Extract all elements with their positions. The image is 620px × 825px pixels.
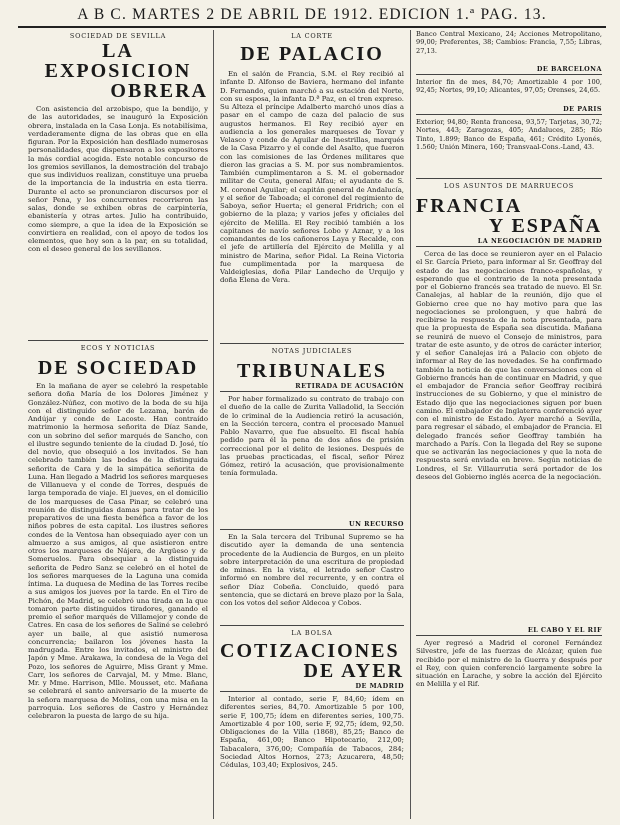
- market-text: Banco Central Mexicano, 24; Acciones Metropolitano, 99,00; Preferentes, 38; Cambios: Francia, 7,55; Libras, 27,13.: [416, 30, 602, 55]
- headline-francia: FRANCIA: [416, 195, 523, 217]
- market-text: Exterior, 94,80; Renta francesa, 93,57; Tarjetas, 30,72; Nortes, 443; Zaragozas, 405; Andaluces, 285; Río Tinto, 1.899; Banco de España, 461; Crédito Lyonés, 1.560; Unión Minera, 160; Transvaal-Cons.-Land, 43.: [416, 118, 602, 151]
- subhead: DE BARCELONA: [416, 65, 602, 75]
- section-kicker: SOCIEDAD DE SEVILLA: [69, 32, 167, 40]
- article-body: Con asistencia del arzobispo, que la bendijo, y de las autoridades, se inauguró la Exposición obrera, instalada en la Casa Lonja. Es notabilísima, verdaderamente digna de las obras que en ella figuran. Por la Exposición han desfilado numerosas personalidades, que dispensaron a los expositores la más cordial acogida. Este notable concurso de los gremios sevillanos, la demostración del trabajo que sus individuos realizan, constituye una prueba de la importancia de la industria en esta tierra. Durante el acto se pronunciaron discursos por el señor Pena, y los concurrentes recorrieron las salas, donde se exhiben obras de carpintería, ebanistería y otras artes. Julio ha contribuido, como siempre, a que la idea de la Exposición se convirtiera en realidad, con el apoyo de todos los elementos, que hoy son a la par, en su totalidad, con el deseo general de los sevillanos.: [28, 105, 208, 254]
- article-body: En el salón de Francia, S.M. el Rey recibió al infante D. Alfonso de Baviera, hermano del infante D. Fernando, quien marchó a su estación del Norte, con su esposa, la infanta D.ª Paz, en el tren expreso. Su Alteza el príncipe Adalberto marchó unos días a pasar en el campo de caza del palacio de sus augustos hermanos. El Rey recibió ayer en audiencia a los generales marqueses de Tovar y Velasco y conde de Aguilar de Inestrillas, marqués de la Casa Pizarro y el conde del Asalto, que fueron con las comisiones de las Órdenes militares que dieron las gracias a S. M. por sus nombramientos. También cumplimentaron a S. M. el gobernador militar de Ceuta, general Alfau; el ayudante de S. M. coronel Aguilar; el capitán general de Andalucía, y el señor de Taboada; el coronel del regimiento de Saboya, señor Huerta; el general Fridrich; con el gobierno de la plaza; y varios jefes y oficiales del ejército de Melilla. El Rey recibió también a los capitanes de navío señores Lobo y Aznar, y a los comandantes de los cañoneros Laya y Recalde, con el jefe de artillería del Ejército de Melilla y al ministro de Marina, señor Pidal. La Reina Victoria fue cumplimentada por la marquesa de Valdeiglesias, doña Pilar Landecho de Urquijo y doña Elena de Vera.: [220, 70, 404, 285]
- article-body: Cerca de las doce se reunieron ayer en el Palacio el Sr. García Prieto, para informar al Sr. Geoffray del estado de las negociaciones franco-españolas, y esperando que el contrario de la nota presentada por el Gobierno francés sea tratado de nuevo. El Sr. Canalejas, al hablar de la reunión, dijo que el Gobierno cree que no hay motivo para que las negociaciones se prolonguen, y que habrá de recibirse la respuesta de la nota presentada, para que la propuesta de España sea discutida. Mañana se reunirá de nuevo el Consejo de ministros, para tratar de este asunto, y de otros de carácter interior, y el señor Canalejas irá a Palacio con objeto de informar al Rey de las novedades. Se ha confirmado también la noticia de que las conversaciones con el Gobierno francés han de continuar en Madrid, y que el embajador de Francia señor Geoffray recibirá instrucciones de su Gobierno, y que el ministro de Estado dijo que las negociaciones siguen por buen camino. El embajador de Inglaterra conferenció ayer con el ministro de Estado. Ayer marchó a Sevilla, para regresar el sábado, el embajador de Francia. El delegado francés señor Geoffray también ha marchado a París. Con la llegada del Rey se supone que se activarán las negociaciones y que la nota de respuesta será enviada en breve. Según noticias de Londres, el Sr. Villaurrutia será portador de los deseos del Gobierno inglés acerca de la negociación.: [416, 250, 602, 481]
- subhead: RETIRADA DE ACUSACIÓN: [220, 382, 404, 392]
- column-left: [28, 30, 208, 819]
- subhead: DE MADRID: [220, 682, 404, 692]
- subhead: DE PARIS: [416, 105, 602, 115]
- article-body: Por haber formalizado su contrato de trabajo con el dueño de la calle de Zurita Valladolid, la Sección de lo criminal de la Audiencia retiró la acusación, en la Sección tercera, contra el procesado Manuel Pablo Navarro, que fue absuelto. El fiscal había pedido para él la pena de dos años de prisión correccional por el delito de lesiones. Después de las pruebas practicadas, el fiscal, señor Pérez Gómez, retiró la acusación, que provisionalmente tenía formulada.: [220, 395, 404, 478]
- article-body: En la mañana de ayer se celebró la respetable señora doña María de los Dolores Jiménez y González-Núñez, con motivo de la boda de su hija con el distinguido señor de Lezama, barón de Andújar y conde de Lacoste. Han contraído matrimonio la hermosa señorita de Díaz Sande, con un sobrino del señor marqués de Sancho, con el ilustre segundo teniente de la ciudad D. José, tío del novio, que obsequió a los invitados. Se han celebrado también las bodas de la distinguida señorita de Cara y de la simpática señorita de Luna. Han llegado a Madrid los señores marqueses de Villanueva y el conde de Torres, después de larga temporada de viaje. El jueves, en el domicilio de los marqueses de Casa Pinar, se celebró una reunión de distinguidas damas para tratar de los preparativos de una fiesta benéfica a favor de los niños pobres de esta capital. Los ilustres señores condes de la Ventosa han obsequiado ayer con un almuerzo a sus amigos, al que asistieron entre otros los marqueses de Nájera, de Argüeso y de Someruelos. Para obsequiar a la distinguida señorita de Pedro Sanz se celebró en el hotel de los señores marqueses de la Laguna una comida íntima. La duquesa de Medina de las Torres recibe a sus amigos los jueves por la tarde. En el Tiro de Pichón, de Madrid, se celebró una tirada en la que tomaron parte distinguidos tiradores, ganando el premio el señor marqués de Villamejor y conde de Catres. En casa de los señores de Saliné se celebró ayer un baile, al que asistió numerosa concurrencia; bailaron los jóvenes hasta la madrugada. Entre los invitados, el ministro del Japón y Mme. Arakawa, la condesa de la Vega del Pozo, los señores de Aguirre, Miss Grant y Mme. Carr, los señores de Carvajal, M. y Mme. Blanc, Mr. y Mme. Harrison, Mlle. Mousset, etc. Mañana se celebrará el santo aniversario de la muerte de la señora marquesa de Molins, con una misa en la parroquia. Los señores de Castro y Hernández celebraron la puesta de largo de su hija.: [28, 382, 208, 720]
- article-body: En la Sala tercera del Tribunal Supremo se ha discutido ayer la demanda de una sentencia procedente de la Audiencia de Burgos, en un pleito sobre interpretación de una escritura de propiedad de minas. En la vista, el letrado señor Castro informó en nombre del recurrente, y en contra el señor Díaz Cobeña. Concluido, quedó para sentencia, que se dictará en breve plazo por la Sala, con los votos del señor Aldecoa y Cobos.: [220, 533, 404, 607]
- headline-obrera: OBRERA: [110, 80, 208, 102]
- headline-de-palacio: DE PALACIO: [240, 43, 384, 65]
- headline-y-espana: Y ESPAÑA: [488, 215, 602, 237]
- section-kicker: LA CORTE: [291, 32, 333, 40]
- masthead: A B C. MARTES 2 DE ABRIL DE 1912. EDICION 1.ª PAG. 13.: [18, 4, 606, 28]
- separator: [220, 625, 404, 626]
- headline-exposicion: LA EXPOSICION: [44, 40, 192, 82]
- section-kicker: NOTAS JUDICIALES: [271, 347, 353, 355]
- column-middle: [220, 30, 404, 819]
- subhead: LA NEGOCIACIÓN DE MADRID: [416, 237, 602, 247]
- headline-de-ayer: DE AYER: [303, 660, 404, 682]
- section-kicker: LA BOLSA: [291, 629, 333, 637]
- column-rule: [213, 30, 214, 819]
- column-right: [416, 30, 602, 819]
- section-kicker: ECOS Y NOTICIAS: [80, 344, 156, 352]
- column-rule: [410, 30, 411, 819]
- separator: [416, 178, 602, 179]
- subhead: UN RECURSO: [220, 520, 404, 530]
- separator: [220, 343, 404, 344]
- headline-tribunales: TRIBUNALES: [236, 360, 388, 382]
- headline-cotizaciones: COTIZACIONES: [220, 640, 400, 662]
- headline-de-sociedad: DE SOCIEDAD: [37, 357, 199, 379]
- separator: [28, 340, 208, 341]
- section-kicker: LOS ASUNTOS DE MARRUECOS: [444, 182, 574, 190]
- article-body: Interior al contado, serie F, 84,60; ídem en diferentes series, 84,70. Amortizable 5 por 100, serie F, 100,75; ídem en diferentes series, 100,75. Amortizable 4 por 100, serie F, 92,75; ídem, 92,50. Obligaciones de la Villa (1868), 85,25; Banco de España, 461,00; Banco Hipotecario, 212,00; Tabacalera, 376,00; Compañía de Tabacos, 284; Sociedad Altos Hornos, 273; Azucarera, 48,50; Cédulas, 103,40; Explosivos, 245.: [220, 695, 404, 769]
- article-body: Ayer regresó a Madrid el coronel Fernández Silvestre, jefe de las fuerzas de Alcázar, quien fue recibido por el ministro de la Guerra y después por el Rey, con quien conferenció largamente sobre la situación en Larache, y sobre la acción del Ejército en Melilla y el Rif.: [416, 639, 602, 689]
- market-text: Interior fin de mes, 84,70; Amortizable 4 por 100, 92,45; Nortes, 99,10; Alicantes, 97,05; Orenses, 24,65.: [416, 78, 602, 95]
- subhead: EL CABO Y EL RIF: [416, 626, 602, 636]
